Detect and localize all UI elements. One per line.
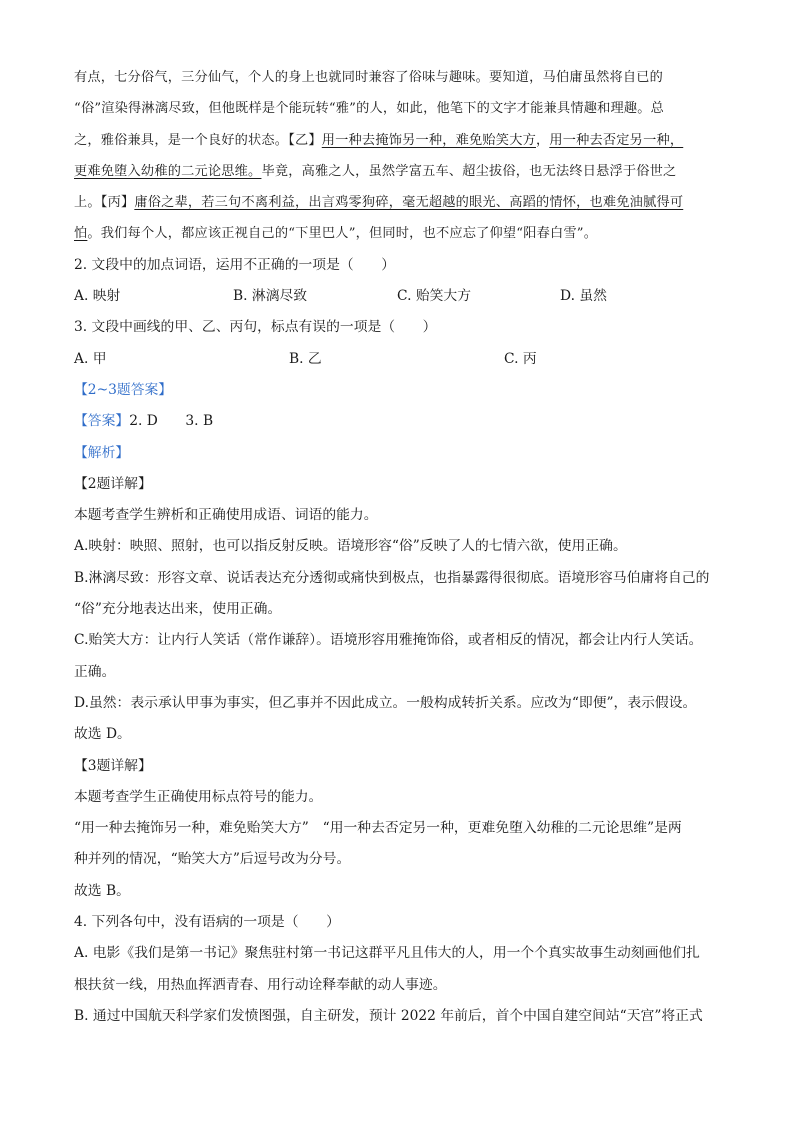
answer-line bbox=[74, 406, 724, 437]
passage-line-6 bbox=[74, 218, 724, 249]
question-3-options bbox=[74, 344, 724, 375]
passage-text: 之，雅俗兼具，是一个良好的状态。 bbox=[74, 132, 289, 148]
option-c: C. 贻笑大方 bbox=[397, 288, 472, 305]
detail-2-line: 正确。 bbox=[74, 663, 116, 680]
detail-2-line: A.映射：映照、照射，也可以指反射反映。语境形容“俗”反映了人的七情六欲，使用正确。 bbox=[74, 538, 627, 555]
answer-label: 【答案】 bbox=[74, 413, 130, 430]
option-c: C. 丙 bbox=[504, 350, 537, 367]
passage-line-2 bbox=[74, 93, 724, 124]
detail-3-line: 种并列的情况，“贻笑大方”后逗号改为分号。 bbox=[74, 851, 351, 868]
question-3-stem: 3. 文段中画线的甲、乙、丙句，标点有误的一项是（ ） bbox=[74, 319, 437, 336]
detail-2-line: C.贻笑大方：让内行人笑话（常作谦辞）。语境形容用雅掩饰俗，或者相反的情况，都会让内行人笑话。 bbox=[74, 632, 703, 649]
detail-2-line: 故选 D。 bbox=[74, 726, 131, 743]
underlined-sentence-bing: 怕 bbox=[74, 226, 88, 242]
sentence-marker-bing: 【丙】 bbox=[100, 195, 135, 211]
option-b: B. 淋漓尽致 bbox=[233, 288, 308, 305]
underlined-sentence-yi: 用一种去掩饰另一种，难免贻笑大方 bbox=[321, 132, 536, 148]
question-4-option-b: B. 通过中国航天科学家们发愤图强，自主研发，预计 2022 年前后，首个中国自建空间站“天宫”将正式 bbox=[74, 1007, 703, 1024]
detail-2-line: “俗”充分地表达出来，使用正确。 bbox=[74, 601, 282, 618]
detail-2-line: B.淋漓尽致：形容文章、说话表达充分透彻或痛快到极点，也指暴露得很彻底。语境形容马伯庸将自己的 bbox=[74, 569, 710, 586]
passage-text: ， bbox=[535, 132, 550, 148]
passage-line-5 bbox=[74, 187, 724, 218]
option-a: A. 甲 bbox=[74, 350, 107, 367]
underlined-sentence-yi: 用一种去否定另一种， bbox=[549, 132, 684, 148]
option-d: D. 虽然 bbox=[560, 288, 607, 305]
detail-2-heading: 【2题详解】 bbox=[74, 475, 152, 492]
passage-text: 上。 bbox=[74, 195, 101, 211]
question-4-stem: 4. 下列各句中，没有语病的一项是（ ） bbox=[74, 914, 340, 931]
option-b: B. 乙 bbox=[289, 350, 322, 367]
sentence-marker-yi: 【乙】 bbox=[288, 132, 322, 148]
detail-2-line: 本题考查学生辨析和正确使用成语、词语的能力。 bbox=[74, 507, 378, 524]
answer-heading: 【2~3题答案】 bbox=[74, 381, 173, 398]
detail-3-line: “用一种去掩饰另一种，难免贻笑大方” “用一种去否定另一种，更难免堕入幼稚的二元论思维”是两 bbox=[74, 820, 682, 837]
underlined-sentence-yi: 更难免堕入幼稚的二元论思维。 bbox=[74, 163, 262, 179]
passage-line-4 bbox=[74, 156, 724, 187]
question-4-option-a-cont: 根扶贫一线，用热血挥洒青春、用行动诠释奉献的动人事迹。 bbox=[74, 976, 447, 993]
answer-text: 2. D 3. B bbox=[129, 413, 214, 430]
passage-text: “俗”渲染得淋漓尽致，但他既样是个能玩转“雅”的人，如此，他笔下的文字才能兼具情趣和理趣。总 bbox=[74, 101, 665, 117]
detail-3-line: 故选 B。 bbox=[74, 882, 130, 899]
option-a: A. 映射 bbox=[74, 288, 121, 305]
passage-line-1 bbox=[74, 62, 724, 93]
passage-text: 毕竟，高雅之人，虽然学富五车、超尘拔俗，也无法终日悬浮于俗世之 bbox=[261, 163, 677, 179]
document-content bbox=[74, 62, 724, 1032]
passage-text: 有点，七分俗气，三分仙气，个人的身上也就同时兼容了俗味与趣味。要知道，马伯庸虽然将自已的 bbox=[74, 70, 664, 85]
detail-2-line: D.虽然：表示承认甲事为事实，但乙事并不因此成立。一般构成转折关系。应改为“即便”，表示假设。 bbox=[74, 694, 697, 711]
underlined-sentence-bing: 庸俗之辈，若三句不离利益，出言鸡零狗碎，毫无超越的眼光、高蹈的情怀，也难免油腻得可 bbox=[134, 195, 684, 211]
detail-3-line: 本题考查学生正确使用标点符号的能力。 bbox=[74, 788, 323, 805]
detail-3-heading: 【3题详解】 bbox=[74, 757, 152, 774]
question-2-stem: 2. 文段中的加点词语，运用不正确的一项是（ ） bbox=[74, 256, 396, 273]
analysis-label: 【解析】 bbox=[74, 444, 130, 461]
passage-line-3 bbox=[74, 125, 724, 156]
question-2-options bbox=[74, 281, 724, 312]
passage-text: 。我们每个人，都应该正视自己的“下里巴人”，但同时，也不应忘了仰望“阳春白雪”。 bbox=[87, 226, 598, 242]
question-4-option-a: A. 电影《我们是第一书记》聚焦驻村第一书记这群平凡且伟大的人，用一个个真实故事生动刻画他们扎 bbox=[74, 945, 700, 962]
